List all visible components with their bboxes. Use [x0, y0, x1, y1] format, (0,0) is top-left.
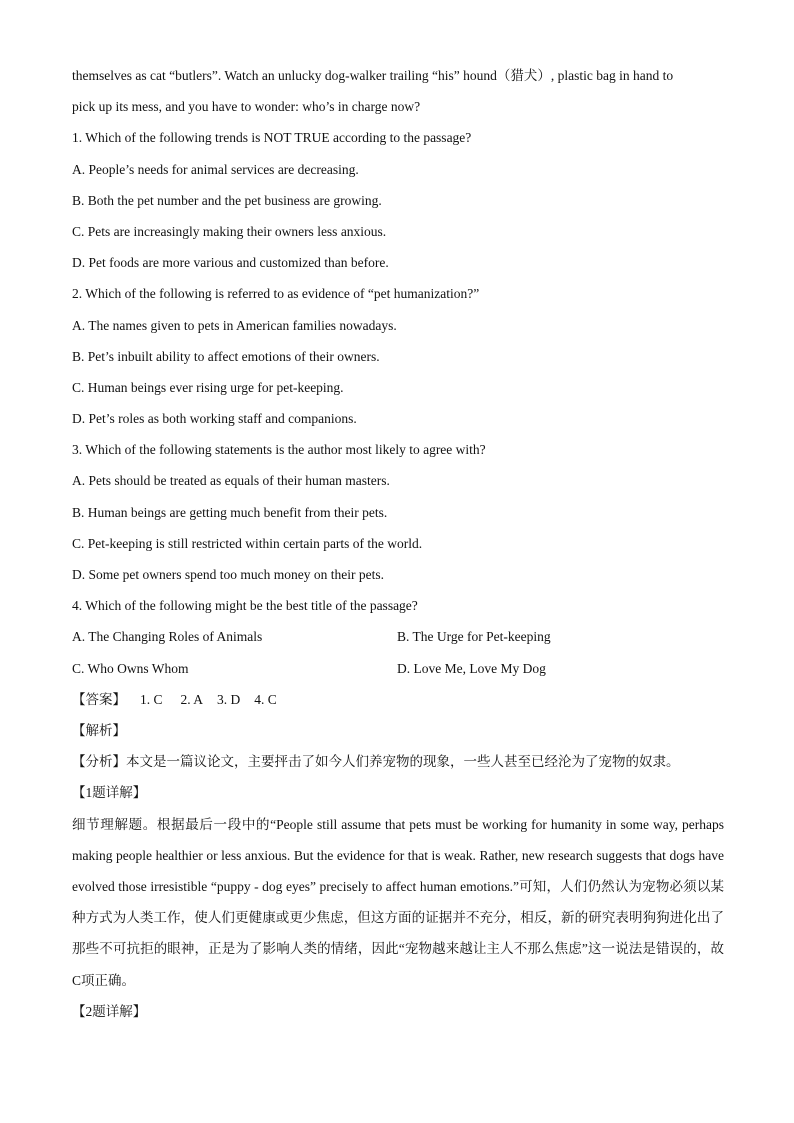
option-c: C. Human beings ever rising urge for pet-keeping. — [72, 379, 344, 395]
question-1 — [72, 122, 724, 278]
option-row — [72, 653, 724, 684]
analysis-label: 【解析】 — [72, 722, 126, 738]
passage-line-1: themselves as cat “butlers”. Watch an unlucky dog-walker trailing “his” hound（猎犬）, plastic bag in hand to — [72, 68, 674, 83]
answer-label: 【答案】 — [72, 691, 126, 707]
detail-2-label: 【2题详解】 — [72, 1003, 147, 1019]
option-a: A. Pets should be treated as equals of their human masters. — [72, 473, 390, 489]
option-d: D. Pet’s roles as both working staff and companions. — [72, 411, 357, 427]
question-2 — [72, 278, 724, 434]
summary-label: 【分析】 — [72, 754, 126, 770]
question-4 — [72, 590, 724, 684]
option-d: D. Some pet owners spend too much money on their pets. — [72, 567, 384, 582]
question-stem: 4. Which of the following might be the best title of the passage? — [72, 598, 418, 614]
option-d: D. Pet foods are more various and customized than before. — [72, 255, 389, 271]
question-stem: 2. Which of the following is referred to as evidence of “pet humanization?” — [72, 286, 480, 302]
document-page — [72, 60, 724, 1027]
option-c: C. Pet-keeping is still restricted within certain parts of the world. — [72, 535, 423, 551]
option-b: B. Both the pet number and the pet business are growing. — [72, 192, 382, 208]
summary-text: 本文是一篇议论文，主要抨击了如今人们养宠物的现象，一些人甚至已经沦为了宠物的奴隶。 — [126, 754, 680, 770]
question-stem: 1. Which of the following trends is NOT TRUE according to the passage? — [72, 130, 472, 146]
option-a: A. The Changing Roles of Animals — [72, 629, 263, 645]
summary-line — [72, 746, 724, 777]
option-row — [72, 621, 724, 652]
option-a: A. The names given to pets in American families nowadays. — [72, 317, 397, 333]
passage-line-2: pick up its mess, and you have to wonder: who’s in charge now? — [72, 99, 421, 115]
option-b: B. Pet’s inbuilt ability to affect emotions of their owners. — [72, 348, 380, 364]
answer-line — [72, 684, 724, 715]
detail-1-text: 细节理解题。根据最后一段中的“People still assume that pets must be working for humanity in some way, perhaps making people healthier or less anxious. But the evidence for that is weak. Rather, new research suggests that dogs have evolved those irresistible “puppy - dog eyes” precisely to affect human emotions.”可知，人们仍然认为宠物必须以某种方式为人类工作，使人们更健康或更少焦虑，但这方面的证据并不充分，相反，新的研究表明狗狗进化出了那些不可抗拒的眼神，正是为了影响人类的情绪，因此“宠物越来越让主人不那么焦虑”这一说法是错误的，故C项正确。 — [72, 816, 724, 988]
answer-item: 2. A — [180, 691, 204, 707]
option-a: A. People’s needs for animal services are decreasing. — [72, 161, 359, 177]
question-stem: 3. Which of the following statements is the author most likely to agree with? — [72, 442, 486, 458]
answer-item: 4. C — [254, 691, 277, 707]
option-c: C. Pets are increasingly making their owners less anxious. — [72, 223, 387, 239]
option-c: C. Who Owns Whom — [72, 660, 189, 676]
answer-item: 1. C — [140, 691, 163, 707]
option-b: B. Human beings are getting much benefit from their pets. — [72, 504, 388, 520]
question-3 — [72, 434, 724, 590]
answer-item: 3. D — [217, 691, 241, 707]
option-d: D. Love Me, Love My Dog — [397, 660, 546, 676]
option-b: B. The Urge for Pet-keeping — [397, 629, 551, 645]
detail-1-label: 【1题详解】 — [72, 785, 147, 801]
